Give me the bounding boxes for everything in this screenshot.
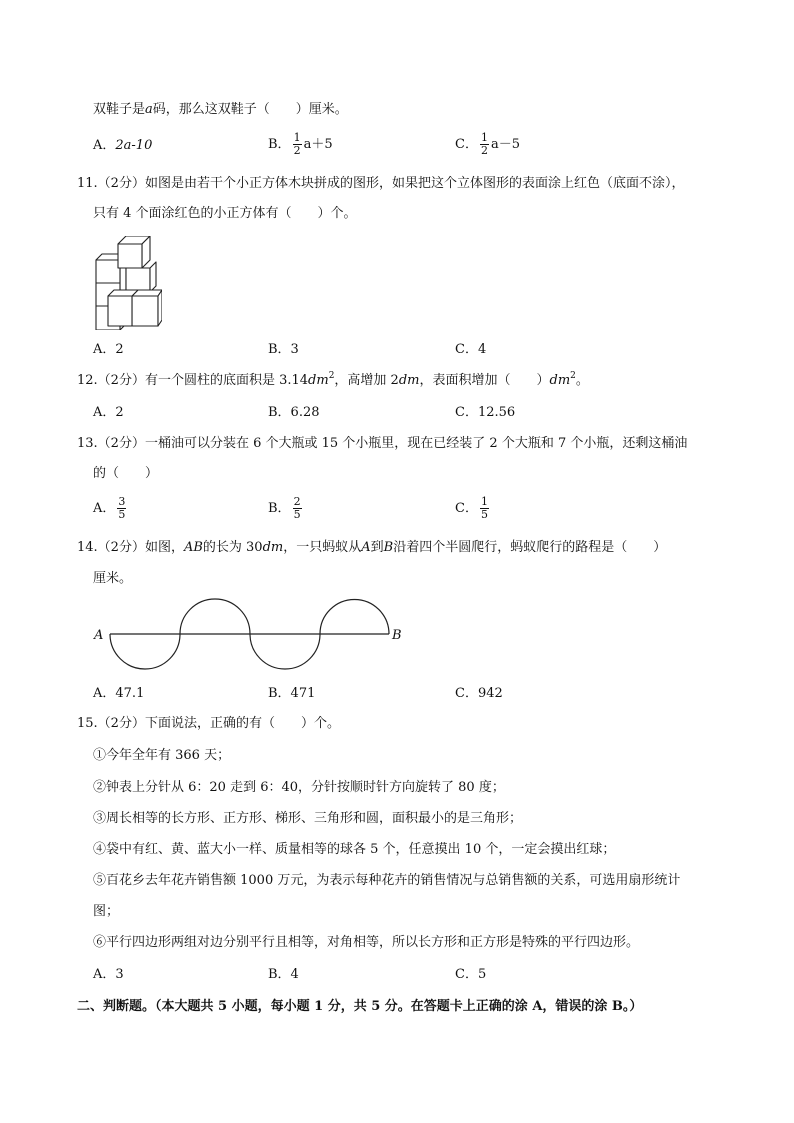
label-a: A bbox=[94, 628, 104, 643]
q10-option-a-label: A． bbox=[93, 138, 116, 153]
q10-continuation-text bbox=[93, 102, 348, 118]
fraction-denominator: 5 bbox=[118, 508, 126, 521]
q10-option-b-tail: a＋5 bbox=[303, 137, 333, 152]
q10-option-b[interactable] bbox=[268, 132, 333, 157]
q11-option-a[interactable]: A．2 bbox=[93, 342, 124, 357]
q14-text-e: 沿着四个半圆爬行，蚂蚁爬行的路程是（ ） bbox=[393, 540, 667, 555]
q11-option-c[interactable]: C．4 bbox=[455, 342, 487, 357]
q13-stem-line1: 13.（2分）一桶油可以分装在 6 个大瓶或 15 个小瓶里，现在已经装了 2 个大瓶和 7 个小瓶，还剩这桶油 bbox=[77, 436, 688, 451]
q14-stem-line1 bbox=[77, 540, 666, 556]
q14-ab: AB bbox=[183, 540, 203, 555]
q14-point-b: B bbox=[383, 540, 394, 555]
q10-option-b-label: B． bbox=[268, 137, 291, 152]
label-b: B bbox=[392, 628, 402, 643]
q15-statement-3: ③周长相等的长方形、正方形、梯形、三角形和圆，面积最小的是三角形； bbox=[93, 811, 523, 826]
q11-stem-line1: 11.（2分）如图是由若干个小正方体木块拼成的图形，如果把这个立体图形的表面涂上红色（底面不涂）， bbox=[77, 176, 685, 191]
q14-stem-line2: 厘米。 bbox=[93, 571, 133, 586]
fraction-denominator: 2 bbox=[480, 144, 488, 157]
q13-option-b-fraction bbox=[293, 496, 302, 521]
q10-option-c-fraction bbox=[480, 132, 489, 157]
q12-text-b: ，高增加 2 bbox=[334, 373, 399, 388]
q15-statement-5-line2: 图； bbox=[93, 904, 120, 919]
q15-statement-6: ⑥平行四边形两组对边分别平行且相等，对角相等，所以长方形和正方形是特殊的平行四边形。 bbox=[93, 935, 640, 950]
q12-stem bbox=[77, 373, 589, 389]
q12-option-a[interactable]: A．2 bbox=[93, 405, 124, 420]
fraction-numerator: 1 bbox=[293, 131, 301, 144]
q13-option-b[interactable] bbox=[268, 496, 304, 521]
q12-sup1: 2 bbox=[328, 371, 335, 381]
fraction-denominator: 2 bbox=[293, 144, 301, 157]
q12-unit1: dm bbox=[308, 373, 329, 388]
q12-option-c[interactable]: C．12.56 bbox=[455, 405, 516, 420]
q12-text-a: 12.（2分）有一个圆柱的底面积是 3.14 bbox=[77, 373, 309, 388]
q10-option-c-tail: a－5 bbox=[490, 137, 520, 152]
q10-option-c[interactable] bbox=[455, 132, 520, 157]
q15-option-a[interactable]: A．3 bbox=[93, 967, 124, 982]
q10-text-b: 码，那么这双鞋子（ ）厘米。 bbox=[152, 102, 348, 117]
cube-stack-figure bbox=[90, 236, 162, 330]
q12-unit3: dm bbox=[549, 373, 571, 388]
q12-unit2: dm bbox=[398, 373, 420, 388]
fraction-numerator: 1 bbox=[480, 495, 488, 508]
q15-statement-4: ④袋中有红、黄、蓝大小一样、质量相等的球各 5 个，任意摸出 10 个，一定会摸出红球； bbox=[93, 842, 616, 857]
q13-option-b-label: B． bbox=[268, 501, 291, 516]
q10-option-a[interactable] bbox=[93, 138, 152, 154]
q12-sup3: 2 bbox=[570, 371, 576, 381]
section-2-heading: 二、判断题。（本大题共 5 小题，每小题 1 分，共 5 分。在答题卡上正确的涂 A，错误的涂 B。） bbox=[77, 999, 643, 1014]
q14-point-a: A bbox=[361, 540, 371, 555]
q13-stem-line2: 的（ ） bbox=[93, 466, 159, 481]
q13-option-a[interactable] bbox=[93, 496, 128, 521]
fraction-denominator: 5 bbox=[480, 508, 488, 521]
q12-text-c: ，表面积增加（ ） bbox=[419, 373, 550, 388]
q14-text-a: 14.（2分）如图， bbox=[77, 540, 184, 555]
q10-option-a-text: 2a-10 bbox=[115, 138, 153, 153]
q13-option-a-fraction bbox=[117, 496, 126, 521]
q15-option-c[interactable]: C．5 bbox=[455, 967, 487, 982]
fraction-numerator: 2 bbox=[293, 495, 301, 508]
q10-text-a: 双鞋子是 bbox=[93, 102, 146, 117]
q14-option-c[interactable]: C．942 bbox=[455, 686, 503, 701]
q13-option-a-label: A． bbox=[93, 501, 116, 516]
q14-text-c: ，一只蚂蚁从 bbox=[283, 540, 362, 555]
q14-text-b: 的长为 30 bbox=[202, 540, 263, 555]
q13-option-c[interactable] bbox=[455, 496, 491, 521]
q10-variable: a bbox=[145, 102, 153, 117]
fraction-numerator: 3 bbox=[118, 495, 126, 508]
q14-text-d: 到 bbox=[370, 540, 384, 555]
q14-option-b[interactable]: B．471 bbox=[268, 686, 316, 701]
q11-option-b[interactable]: B．3 bbox=[268, 342, 299, 357]
q15-option-b[interactable]: B．4 bbox=[268, 967, 299, 982]
q10-option-b-fraction bbox=[293, 132, 302, 157]
q15-statement-1: ①今年全年有 366 天； bbox=[93, 748, 231, 763]
q11-stem-line2: 只有 4 个面涂红色的小正方体有（ ）个。 bbox=[93, 206, 357, 221]
q12-option-b[interactable]: B．6.28 bbox=[268, 405, 320, 420]
q15-statement-2: ②钟表上分针从 6：20 走到 6：40，分针按顺时针方向旋转了 80 度； bbox=[93, 780, 505, 795]
q13-option-c-fraction bbox=[480, 496, 489, 521]
q12-text-d: 。 bbox=[575, 373, 589, 388]
fraction-denominator: 5 bbox=[293, 508, 301, 521]
q15-stem: 15.（2分）下面说法，正确的有（ ）个。 bbox=[77, 716, 340, 731]
q15-statement-5-line1: ⑤百花乡去年花卉销售额 1000 万元，为表示每种花卉的销售情况与总销售额的关系，可选用扇形统计 bbox=[93, 873, 681, 888]
q10-option-c-label: C． bbox=[455, 137, 478, 152]
q14-unit: dm bbox=[262, 540, 284, 555]
q13-option-c-label: C． bbox=[455, 501, 478, 516]
q14-option-a[interactable]: A．47.1 bbox=[93, 686, 145, 701]
semicircle-path-figure bbox=[90, 598, 410, 672]
fraction-numerator: 1 bbox=[480, 131, 488, 144]
